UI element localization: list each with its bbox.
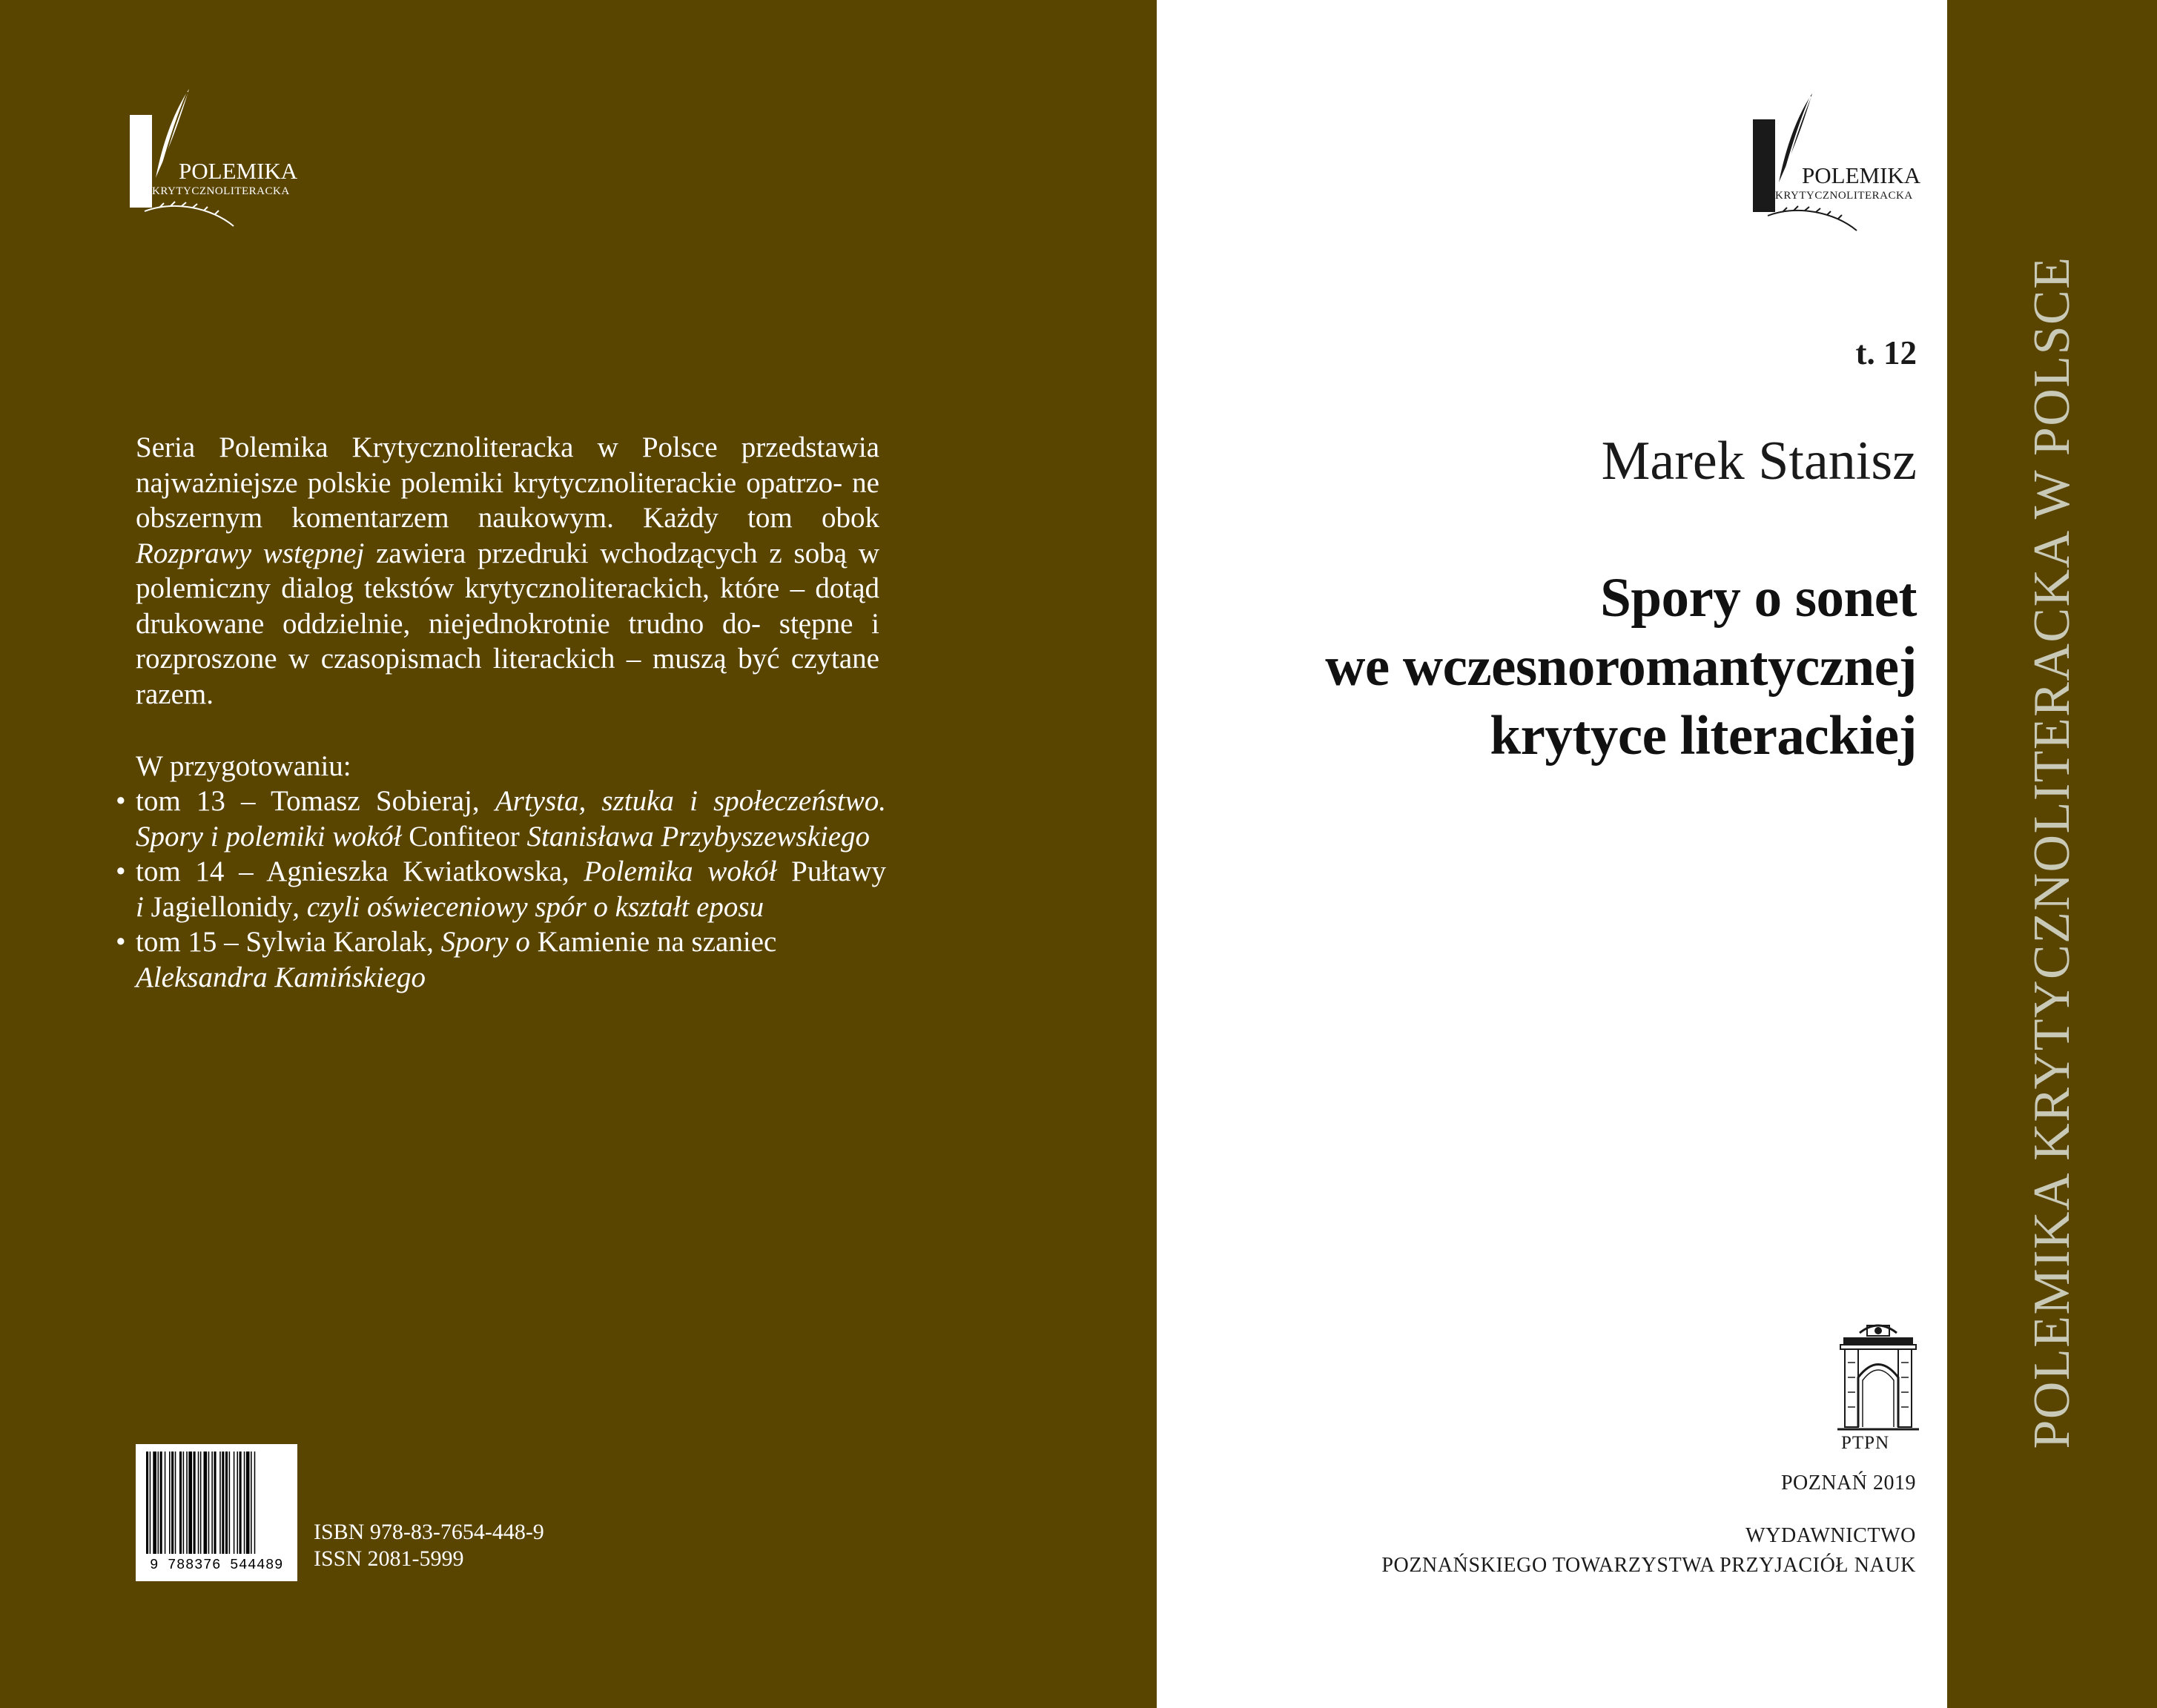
publisher-line-1: WYDAWNICTWO <box>1745 1524 1916 1547</box>
barcode-bar <box>179 1452 182 1554</box>
blurb-part-2: zawiera przedruki wchodzących z sobą w polemiczny dialog tekstów krytycznoliterackich, które – dotąd drukowane oddzielnie, niejednokrotnie trudno do- stępne i rozproszone w czasopismach literackich – muszą być czytane razem. <box>136 537 879 710</box>
barcode-bar <box>150 1452 151 1554</box>
barcode <box>136 1444 297 1581</box>
barcode-bar <box>188 1452 192 1554</box>
place-and-year: POZNAŃ 2019 <box>1780 1472 1916 1494</box>
issn-number: ISSN 2081-5999 <box>314 1546 464 1571</box>
front-cover <box>1157 0 1947 1708</box>
quill-logo-icon <box>130 82 308 230</box>
list-item <box>111 784 886 854</box>
spine <box>1947 0 2157 1708</box>
barcode-bar <box>214 1452 216 1554</box>
publisher-line-2: POZNAŃSKIEGO TOWARZYSTWA PRZYJACIÓŁ NAUK <box>1381 1554 1916 1577</box>
logo-sub-text: KRYTYCZNOLITERACKA <box>1775 190 1913 202</box>
barcode-bar <box>158 1452 159 1554</box>
item-italic: Stanisława Przybyszewskiego <box>526 820 871 853</box>
bullet-icon: • <box>116 855 126 887</box>
barcode-bar <box>169 1452 171 1554</box>
title-line: Spory o sonet <box>1600 567 1917 629</box>
barcode-digits: 9 788376 544489 <box>149 1557 284 1573</box>
item-italic: Spory i polemiki wokół <box>136 820 402 853</box>
barcode-bar <box>244 1452 245 1554</box>
barcode-bar <box>198 1452 199 1554</box>
series-logo-back <box>130 82 308 230</box>
item-text: Confiteor <box>401 820 527 853</box>
item-text: tom 14 – Agnieszka Kwiatkowska, <box>136 855 584 887</box>
barcode-bar <box>160 1452 162 1554</box>
item-italic: i <box>136 890 144 923</box>
list-item <box>111 854 886 924</box>
bullet-icon: • <box>116 785 126 817</box>
barcode-bar <box>200 1452 202 1554</box>
logo-main-text: POLEMIKA <box>179 158 298 184</box>
quill-logo-icon <box>1753 86 1931 234</box>
item-italic: Spory o <box>440 926 530 958</box>
item-text: tom 13 – Tomasz Sobieraj, <box>136 785 495 817</box>
item-italic: , czyli oświeceniowy spór o kształt eposu <box>292 890 764 923</box>
book-title <box>1183 563 1917 770</box>
barcode-bar <box>204 1452 208 1554</box>
barcode-bar <box>211 1452 213 1554</box>
in-preparation-heading: W przygotowaniu: <box>136 750 351 782</box>
barcode-bar <box>208 1452 210 1554</box>
barcode-bar <box>234 1452 235 1554</box>
barcode-bar <box>194 1452 196 1554</box>
isbn-block <box>314 1519 544 1572</box>
volume-number: t. 12 <box>1855 334 1917 371</box>
barcode-bar <box>146 1452 148 1554</box>
spine-series-title: POLEMIKA KRYTYCZNOLITERACKA W POLSCE <box>2024 256 2081 1449</box>
barcode-bar <box>183 1452 185 1554</box>
ptpn-label: PTPN <box>1841 1433 1890 1453</box>
barcode-bar <box>229 1452 231 1554</box>
blurb-part-1: Seria Polemika Krytycznoliteracka w Polsce przedstawia najważniejsze polskie polemiki krytycznoliterackie opatrzo- ne obszernym komentarzem naukowym. Każdy tom obok <box>136 431 879 534</box>
barcode-bar <box>186 1452 188 1554</box>
publisher <box>1381 1521 1916 1580</box>
list-item <box>111 924 886 995</box>
barcode-bar <box>237 1452 238 1554</box>
author-name: Marek Stanisz <box>1601 431 1917 491</box>
in-preparation-list <box>111 784 886 995</box>
logo-sub-text: KRYTYCZNOLITERACKA <box>152 185 290 197</box>
isbn-number: ISBN 978-83-7654-448-9 <box>314 1520 544 1544</box>
barcode-bar <box>246 1452 250 1554</box>
item-text: Pułtawy <box>776 855 887 887</box>
item-text: Kamienie na szaniec <box>529 926 777 958</box>
barcode-bar <box>175 1452 176 1554</box>
barcode-bar <box>254 1452 256 1554</box>
series-logo-front <box>1753 86 1931 234</box>
barcode-bar <box>153 1452 156 1554</box>
barcode-bar <box>251 1452 252 1554</box>
blurb-italic: Rozprawy wstępnej <box>136 537 365 569</box>
item-text: Jagiellonidy <box>143 890 293 923</box>
bullet-icon: • <box>116 926 126 958</box>
ptpn-gate-icon <box>1837 1318 1919 1437</box>
logo-main-text: POLEMIKA <box>1802 162 1921 188</box>
series-description <box>136 430 879 712</box>
title-line: we wczesnoromantycznej <box>1325 636 1917 698</box>
barcode-bar <box>222 1452 224 1554</box>
item-italic: Aleksandra Kamińskiego <box>136 961 426 993</box>
item-italic: Artysta, sztuka i społeczeństwo. <box>495 785 887 817</box>
item-italic: Polemika wokół <box>584 855 777 887</box>
barcode-bar <box>219 1452 221 1554</box>
barcode-bar <box>165 1452 166 1554</box>
item-text: tom 15 – Sylwia Karolak, <box>136 926 441 958</box>
title-line: krytyce literackiej <box>1490 705 1917 767</box>
barcode-bar <box>225 1452 228 1554</box>
barcode-bar <box>240 1452 242 1554</box>
barcode-bar <box>171 1452 174 1554</box>
